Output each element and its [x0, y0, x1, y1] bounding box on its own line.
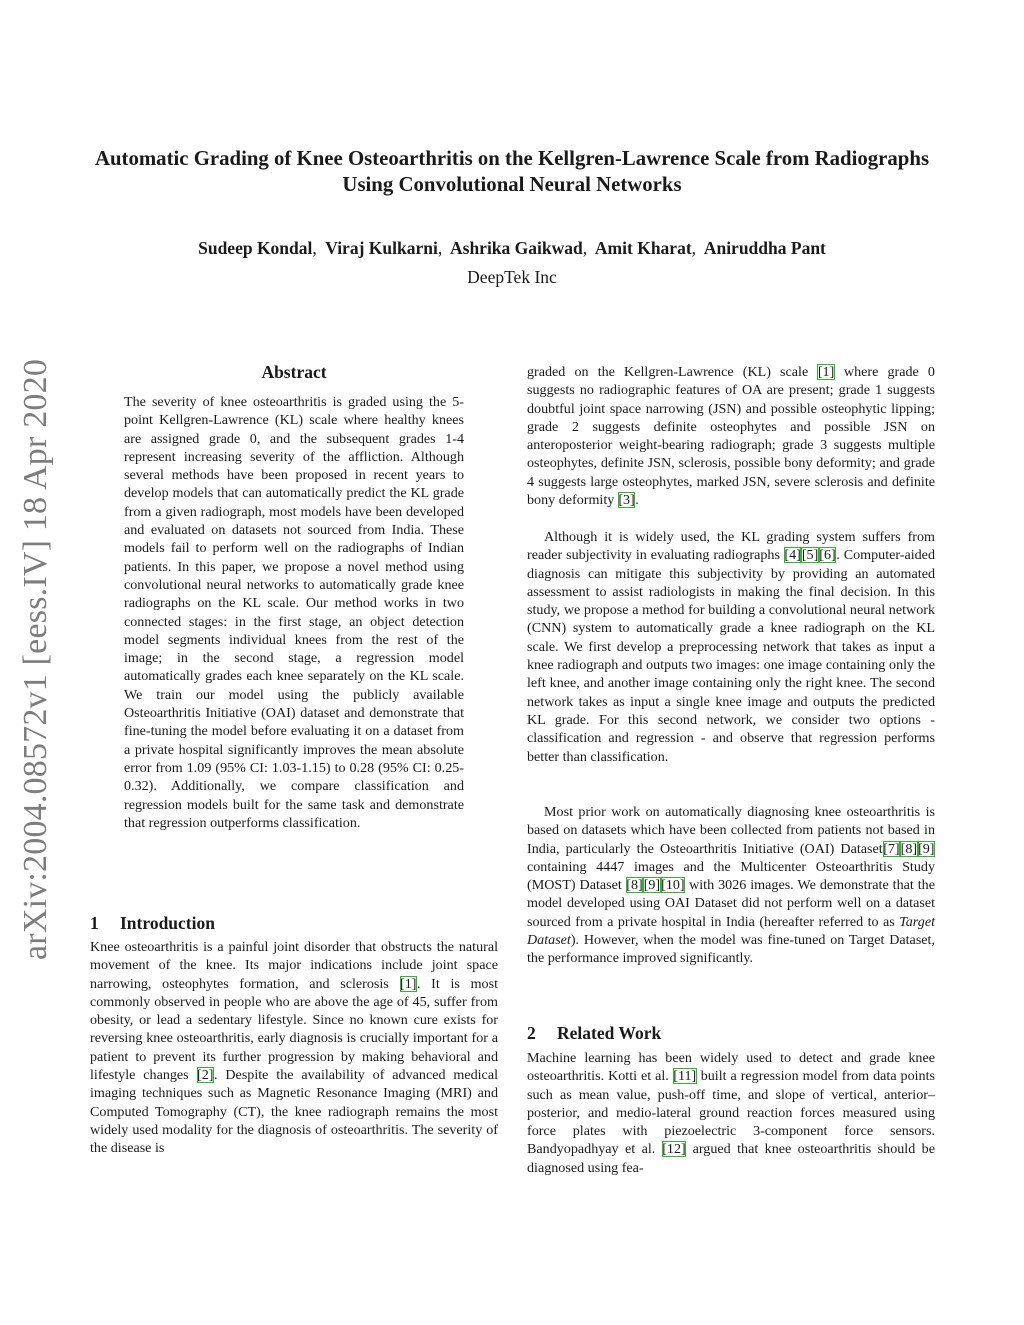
- intro-paragraph-4: [527, 803, 935, 968]
- section-heading-introduction: [90, 911, 215, 935]
- text-run: Machine learning has been widely used to detect and grade knee osteoarthritis. Kotti et al.: [527, 1050, 935, 1085]
- author-name: Ashrika Gaikwad: [450, 238, 583, 258]
- citation-link[interactable]: [9]: [643, 877, 661, 894]
- citation-link[interactable]: [1]: [400, 975, 417, 992]
- author-name: Viraj Kulkarni: [325, 238, 438, 258]
- section-title: Related Work: [557, 1023, 662, 1043]
- citation-link[interactable]: [11]: [673, 1068, 697, 1085]
- text-run: where grade 0 suggests no radiographic features of OA are present; grade 1 suggests doubtful joint space narrowing (JSN) and possible osteophytic lipping; grade 2 suggests definite osteophytes and possible JSN on anteroposterior weight-bearing radiograph; grade 3 suggests multiple osteophytes, definite JSN, sclerosis, possible bony deformity; and grade 4 suggests large osteophytes, marked JSN, severe sclerosis and definite bony deformity: [527, 364, 935, 509]
- author-name: Aniruddha Pant: [703, 238, 826, 258]
- citation-link[interactable]: [4]: [784, 547, 801, 564]
- citation-link[interactable]: [3]: [618, 492, 635, 509]
- abstract-text: The severity of knee osteoarthritis is graded using the 5-point Kellgren-Lawrence (KL) scale where healthy knees are assigned grade 0, and the subsequent grades 1-4 represent increasing severity of the affliction. Although several methods have been proposed in recent years to develop models that can automatically predict the KL grade from a given radiograph, most models have been developed and evaluated on datasets not sourced from India. These models fail to perform well on the radiographs of Indian patients. In this paper, we propose a novel method using convolutional neural networks to automatically grade knee radiographs on the KL scale. Our method works in two connected stages: in the first stage, an object detection model segments individual knees from the rest of the image; in the second stage, a regression model automatically grades each knee separately on the KL scale. We train our model using the publicly available Osteoarthritis Initiative (OAI) dataset and demonstrate that fine-tuning the model before evaluating it on a dataset from a private hospital significantly improves the mean absolute error from 1.09 (95% CI: 1.03-1.15) to 0.28 (95% CI: 0.25-0.32). Additionally, we compare classification and regression models built for the same task and demonstrate that regression outperforms classification.: [124, 394, 464, 831]
- text-run: Most prior work on automatically diagnosing knee osteoarthritis is based on datasets which have been collected from patients not based in India, particularly the Osteoarthritis Initiative (OAI) Dataset: [527, 804, 935, 857]
- affiliation: DeepTek Inc: [467, 267, 557, 287]
- text-run: ). However, when the model was fine-tuned on Target Dataset, the performance improved significantly.: [527, 932, 935, 967]
- section-number: 1: [90, 913, 99, 933]
- text-run: graded on the Kellgren-Lawrence (KL) scale: [527, 364, 818, 380]
- text-run: with 3026 images. We demonstrate that the model developed using OAI Dataset did not perform well on a dataset sourced from a private hospital in India (hereafter referred to as: [527, 877, 935, 930]
- author-separator: ,: [691, 238, 697, 258]
- text-run: argued that knee osteoarthritis should be diagnosed using fea-: [527, 1141, 935, 1176]
- arxiv-side-stamp: arXiv:2004.08572v1 [eess.IV] 18 Apr 2020: [17, 358, 54, 960]
- section-title: Introduction: [120, 913, 215, 933]
- author-list: [90, 236, 934, 260]
- intro-paragraph-1: [90, 938, 498, 1158]
- citation-link[interactable]: [1]: [817, 364, 835, 380]
- author-separator: ,: [312, 238, 317, 258]
- text-run: .: [635, 492, 639, 509]
- text-run: built a regression model from data points such as mean value, push-off time, and slope of vertical, anterior–posterior, and medio-lateral ground reaction forces measured using force plates with piezoelectric 3-component force sensors. Bandyopadhyay et al.: [527, 1068, 935, 1158]
- text-run: . It is most commonly observed in people who are above the age of 45, suffer from obesity, or lead a sedentary lifestyle. Since no known cure exists for reversing knee osteoarthritis, early diagnosis is crucially important for a patient to prevent its further progression by making behavioral and lifestyle changes: [90, 975, 498, 1084]
- paper-title: Automatic Grading of Knee Osteoarthritis on the Kellgren-Lawrence Scale from Radiographs Using Convolutional Neural Networks: [94, 147, 930, 196]
- intro-paragraph-2: [527, 363, 935, 509]
- citation-link[interactable]: [2]: [197, 1067, 214, 1084]
- emphasis-term: Target Dataset: [527, 913, 935, 949]
- citation-link[interactable]: [7]: [883, 840, 900, 857]
- section-heading-related-work: [527, 1021, 661, 1045]
- citation-link[interactable]: [10]: [661, 877, 685, 894]
- citation-link[interactable]: [5]: [801, 547, 819, 564]
- author-name: Amit Kharat: [594, 238, 692, 258]
- abstract-heading: Abstract: [261, 362, 327, 382]
- citation-link[interactable]: [9]: [918, 840, 935, 857]
- author-separator: ,: [437, 238, 443, 258]
- citation-link[interactable]: [6]: [819, 547, 836, 564]
- author-name: Sudeep Kondal: [198, 238, 313, 258]
- citation-link[interactable]: [8]: [626, 877, 643, 894]
- text-run: . Despite the availability of advanced medical imaging techniques such as Magnetic Resonance Imaging (MRI) and Computed Tomography (CT), the knee radiograph remains the most widely used modality for the diagnosis of osteoarthritis. The severity of the disease is: [90, 1067, 498, 1157]
- text-run: containing 4447 images and the Multicenter Osteoarthritis Study (MOST) Dataset: [527, 858, 935, 894]
- author-separator: ,: [582, 238, 588, 258]
- section-number: 2: [527, 1023, 536, 1043]
- text-run: Although it is widely used, the KL grading system suffers from reader subjectivity in evaluating radiographs: [527, 529, 935, 564]
- intro-paragraph-3: [527, 528, 935, 766]
- text-run: Knee osteoarthritis is a painful joint disorder that obstructs the natural movement of the knee. Its major indications include joint space narrowing, osteophytes formation, and sclerosis: [90, 939, 498, 992]
- related-work-paragraph-1: [527, 1049, 935, 1177]
- citation-link[interactable]: [12]: [662, 1141, 686, 1158]
- text-run: . Computer-aided diagnosis can mitigate this subjectivity by providing an automated assessment to assist radiologists in making the final decision. In this study, we propose a method for building a convolutional neural network (CNN) system to automatically grade a knee radiograph on the KL scale. We first develop a preprocessing network that takes as input a knee radiograph and outputs two images: one image containing only the left knee, and another image containing only the right knee. The second network takes as input a single knee image and outputs the predicted KL grade. For this second network, we consider two options - classification and regression - and observe that regression performs better than classification.: [527, 547, 935, 765]
- citation-link[interactable]: [8]: [900, 840, 918, 857]
